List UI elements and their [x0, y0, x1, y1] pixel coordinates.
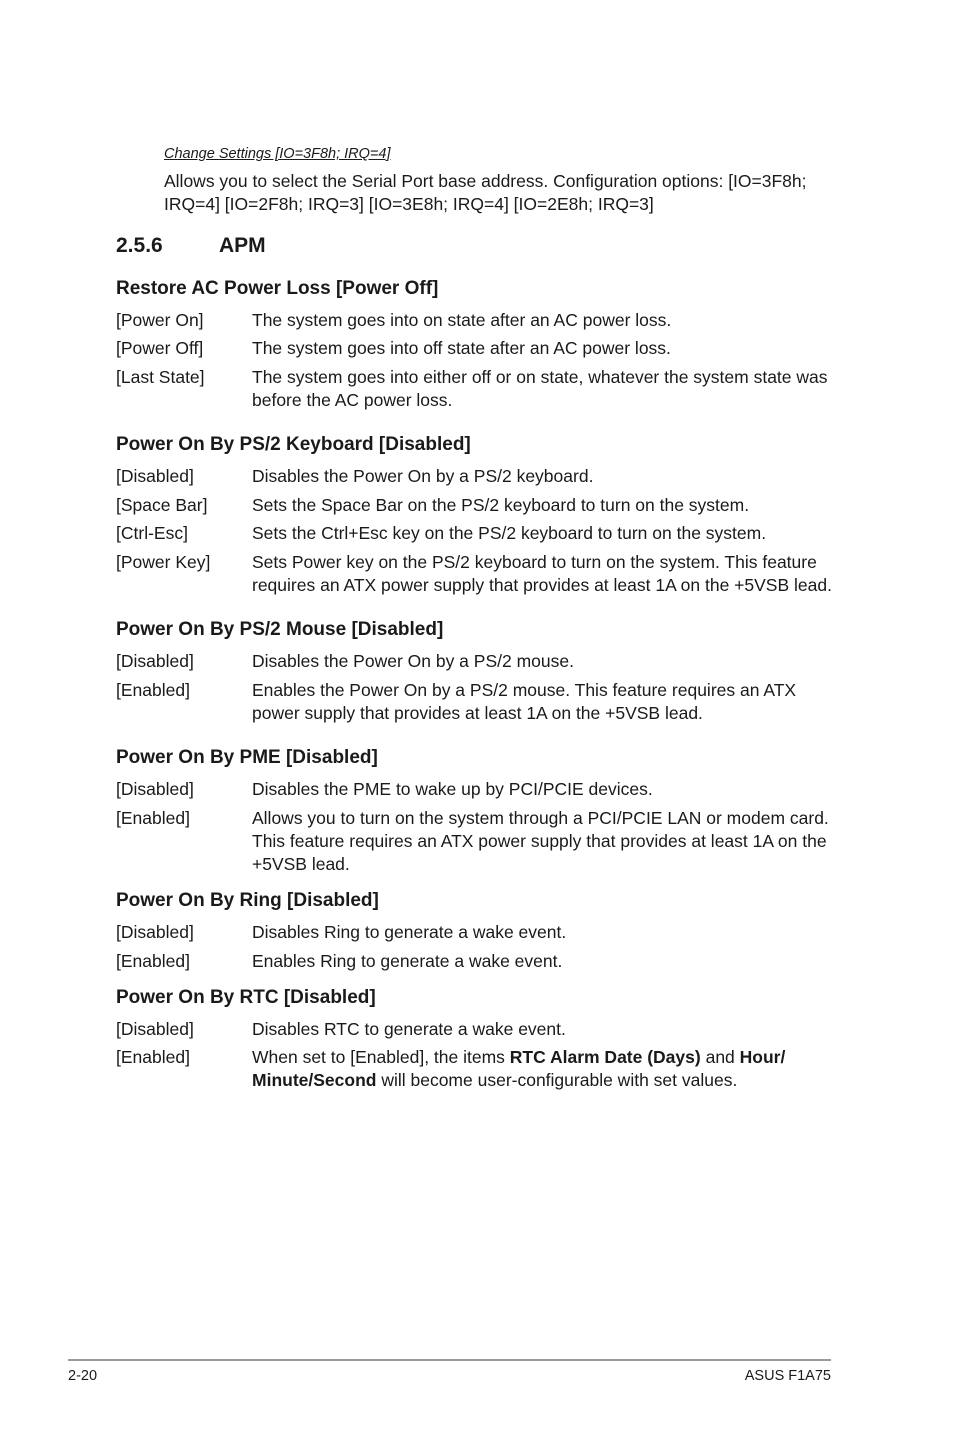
- option-desc: The system goes into either off or on state, whatever the system state was before the AC power loss.: [252, 367, 828, 410]
- group-title-rtc: Power On By RTC [Disabled]: [116, 987, 376, 1008]
- option-key: [Power On]: [116, 310, 204, 330]
- intro-paragraph: Allows you to select the Serial Port base address. Configuration options: [IO=3F8h; IRQ=4] [IO=2F8h; IRQ=3] [IO=3E8h; IRQ=4] [IO=2E8h; IRQ=3]: [164, 171, 807, 214]
- option-row: [116, 551, 836, 597]
- option-row: [116, 366, 836, 412]
- section-title: APM: [219, 234, 266, 257]
- option-desc: Sets the Space Bar on the PS/2 keyboard to turn on the system.: [252, 495, 750, 515]
- option-desc: Disables RTC to generate a wake event.: [252, 1019, 566, 1039]
- desc-text: and: [700, 1047, 740, 1067]
- desc-text: will become user-configurable with set values.: [376, 1070, 738, 1090]
- page-number: 2-20: [68, 1368, 98, 1384]
- group-title-keyboard: Power On By PS/2 Keyboard [Disabled]: [116, 434, 471, 455]
- option-row: [116, 1046, 836, 1092]
- option-key: [Ctrl-Esc]: [116, 523, 188, 543]
- option-desc: The system goes into off state after an AC power loss.: [252, 338, 671, 358]
- option-desc: [252, 1046, 836, 1092]
- change-settings-link: Change Settings [IO=3F8h; IRQ=4]: [164, 146, 391, 162]
- option-row: [116, 337, 836, 360]
- product-name: ASUS F1A75: [744, 1368, 831, 1384]
- option-row: [116, 309, 836, 332]
- group-title-ac-power: Restore AC Power Loss [Power Off]: [116, 278, 439, 299]
- option-desc: The system goes into on state after an AC power loss.: [252, 310, 672, 330]
- desc-bold-hour-minute-second: Hour/ Minute/Second: [252, 1047, 786, 1090]
- option-row: [116, 522, 836, 545]
- option-desc: Sets Power key on the PS/2 keyboard to turn on the system. This feature requires an ATX power supply that provides at least 1A on the +5VSB lead.: [252, 552, 832, 595]
- section-number: 2.5.6: [116, 234, 163, 257]
- option-key: [Enabled]: [116, 808, 190, 828]
- option-row: [116, 494, 836, 517]
- group-title-ring: Power On By Ring [Disabled]: [116, 890, 379, 911]
- option-row: [116, 679, 836, 725]
- option-desc: Disables Ring to generate a wake event.: [252, 922, 567, 942]
- option-key: [Disabled]: [116, 466, 194, 486]
- section-heading: [116, 234, 266, 258]
- option-row: [116, 921, 836, 944]
- option-desc: Disables the Power On by a PS/2 keyboard.: [252, 466, 594, 486]
- option-key: [Disabled]: [116, 779, 194, 799]
- option-key: [Space Bar]: [116, 495, 208, 515]
- option-key: [Enabled]: [116, 680, 190, 700]
- option-key: [Last State]: [116, 367, 205, 387]
- option-key: [Disabled]: [116, 651, 194, 671]
- option-key: [Power Off]: [116, 338, 204, 358]
- option-row: [116, 1018, 836, 1041]
- option-key: [Disabled]: [116, 922, 194, 942]
- group-title-pme: Power On By PME [Disabled]: [116, 747, 378, 768]
- desc-text: When set to [Enabled], the items: [252, 1047, 510, 1067]
- option-row: [116, 778, 836, 801]
- option-desc: Allows you to turn on the system through a PCI/PCIE LAN or modem card. This feature requires an ATX power supply that provides at least 1A on the +5VSB lead.: [252, 808, 829, 874]
- option-key: [Power Key]: [116, 552, 211, 572]
- option-row: [116, 950, 836, 973]
- option-desc: Disables the Power On by a PS/2 mouse.: [252, 651, 574, 671]
- option-row: [116, 650, 836, 673]
- option-row: [116, 807, 836, 876]
- option-desc: Disables the PME to wake up by PCI/PCIE devices.: [252, 779, 653, 799]
- desc-bold-alarm-date: RTC Alarm Date (Days): [509, 1047, 701, 1067]
- option-key: [Enabled]: [116, 951, 190, 971]
- footer-divider: [68, 1359, 831, 1361]
- group-title-mouse: Power On By PS/2 Mouse [Disabled]: [116, 619, 444, 640]
- option-desc: Enables Ring to generate a wake event.: [252, 951, 563, 971]
- option-key: [Disabled]: [116, 1019, 194, 1039]
- option-desc: Sets the Ctrl+Esc key on the PS/2 keyboard to turn on the system.: [252, 523, 767, 543]
- option-desc: Enables the Power On by a PS/2 mouse. This feature requires an ATX power supply that provides at least 1A on the +5VSB lead.: [252, 680, 797, 723]
- option-key: [Enabled]: [116, 1047, 190, 1067]
- option-row: [116, 465, 836, 488]
